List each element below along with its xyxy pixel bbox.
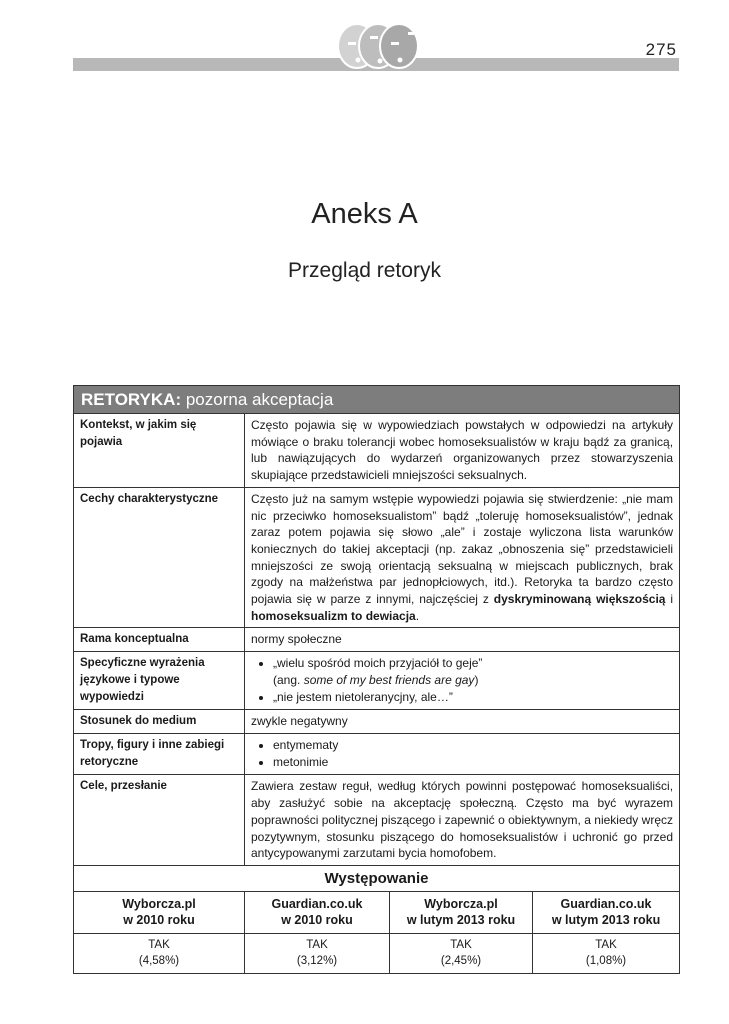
result-answer: TAK [148,938,170,951]
table-row [74,414,680,488]
source-name: Guardian.co.uk [271,896,363,911]
row-value-goals: Zawiera zestaw reguł, według których powinni postępować homoseksualiści, aby zasłużyć sobie na akceptację społeczną. Często ma być wyrazem poprawności politycznej piszącego i zapewnić o obiektywnym, a niekiedy wręcz pozytywnym, stosunku piszącego do homoseksualistów i uchronić go przed antycypowanymi zarzutami bycia homofobem. [245,775,680,866]
source-name: Wyborcza.pl [122,896,196,911]
table-row [74,710,680,734]
row-label-tropes: Tropy, figury i inne zabiegi retoryczne [74,734,245,775]
page-number: 275 [645,40,677,59]
row-label-frame: Rama konceptualna [74,628,245,652]
result-percent: (3,12%) [296,954,338,967]
occurrence-sources-row [74,891,680,933]
note-suffix: ) [474,673,479,688]
result-cell [533,933,680,973]
source-cell [390,891,533,933]
source-period: w 2010 roku [123,912,195,927]
annex-subtitle: Przegląd retoryk [288,259,441,282]
result-answer: TAK [306,938,328,951]
expression-1: „wielu spośród moich przyjaciół to geje” [273,656,483,671]
publisher-logo [336,22,420,70]
annex-title: Aneks A [311,198,418,230]
source-cell [74,891,245,933]
list-item [273,655,673,688]
row-label-context: Kontekst, w jakim się pojawia [74,414,245,488]
features-bold-2: homoseksualizm to dewiacja [251,608,416,623]
list-item: • metonimie [273,754,673,771]
result-answer: TAK [450,938,472,951]
tropes-list [251,737,673,770]
table-title-row [74,386,680,414]
row-value-expressions [245,652,680,710]
result-percent: (1,08%) [585,954,627,967]
expressions-list [251,655,673,705]
table-row [74,775,680,866]
table-title-rest: pozorna akceptacja [181,390,334,409]
row-value-features [245,487,680,628]
occurrence-header: Występowanie [74,865,680,891]
features-text: Często już na samym wstępie wypowiedzi pojawia się stwierdzenie: „nie mam nic przeciwko homoseksualistom” bądź „toleruję homoseksualistów”, jednak zaraz potem pojawia się słowo „ale” i zostaje wyliczona lista warunków koniecznych do takiej akceptacji (np. zakaz „obnoszenia się” przedstawicieli mniejszości ze swoją orientacją seksualną w miejscach publicznych, brak zgody na małżeństwa par jednopłciowych, itd.). Retoryka ta bardzo często pojawia się w parze z innymi, najczęściej z [251,491,674,607]
features-end: . [415,608,420,623]
source-cell [245,891,390,933]
source-name: Wyborcza.pl [424,896,498,911]
source-period: w lutym 2013 roku [406,912,516,927]
source-period: w 2010 roku [281,912,353,927]
list-item [273,689,673,706]
row-value-frame: normy społeczne [245,628,680,652]
source-name: Guardian.co.uk [560,896,652,911]
occurrence-header-row [74,865,680,891]
table-row [74,652,680,710]
occurrence-results-row [74,933,680,973]
note-english: some of my best friends are gay [303,673,475,688]
table-row [74,734,680,775]
list-item: • entymematy [273,737,673,754]
source-cell [533,891,680,933]
source-period: w lutym 2013 roku [551,912,661,927]
result-percent: (2,45%) [440,954,482,967]
rhetoric-table [73,385,680,974]
note-prefix: (ang. [273,673,304,688]
table-title-bold: RETORYKA: [81,390,182,409]
result-percent: (4,58%) [138,954,180,967]
result-cell [74,933,245,973]
result-cell [390,933,533,973]
row-value-medium: zwykle negatywny [245,710,680,734]
features-conj: i [665,592,674,607]
table-title [74,386,680,414]
row-label-goals: Cele, przesłanie [74,775,245,866]
table-row [74,487,680,628]
features-bold-1: dyskryminowaną większością [493,592,666,607]
row-value-context: Często pojawia się w wypowiedziach powstałych w odpowiedzi na artykuły mówiące o braku tolerancji wobec homoseksualistów w kraju bądź za granicą, lub nawiązujących do wydarzeń organizowanych przez stowarzyszenia skupiające przedstawicieli mniejszości seksualnych. [245,414,680,488]
row-label-features: Cechy charakterystyczne [74,487,245,628]
expression-1-note [273,672,673,689]
row-value-tropes [245,734,680,775]
row-label-expressions: Specyficzne wyrażenia językowe i typowe wypowiedzi [74,652,245,710]
expression-2: „nie jestem nietoleranycjny, ale…” [273,689,453,704]
table-row [74,628,680,652]
result-cell [245,933,390,973]
result-answer: TAK [595,938,617,951]
row-label-medium: Stosunek do medium [74,710,245,734]
